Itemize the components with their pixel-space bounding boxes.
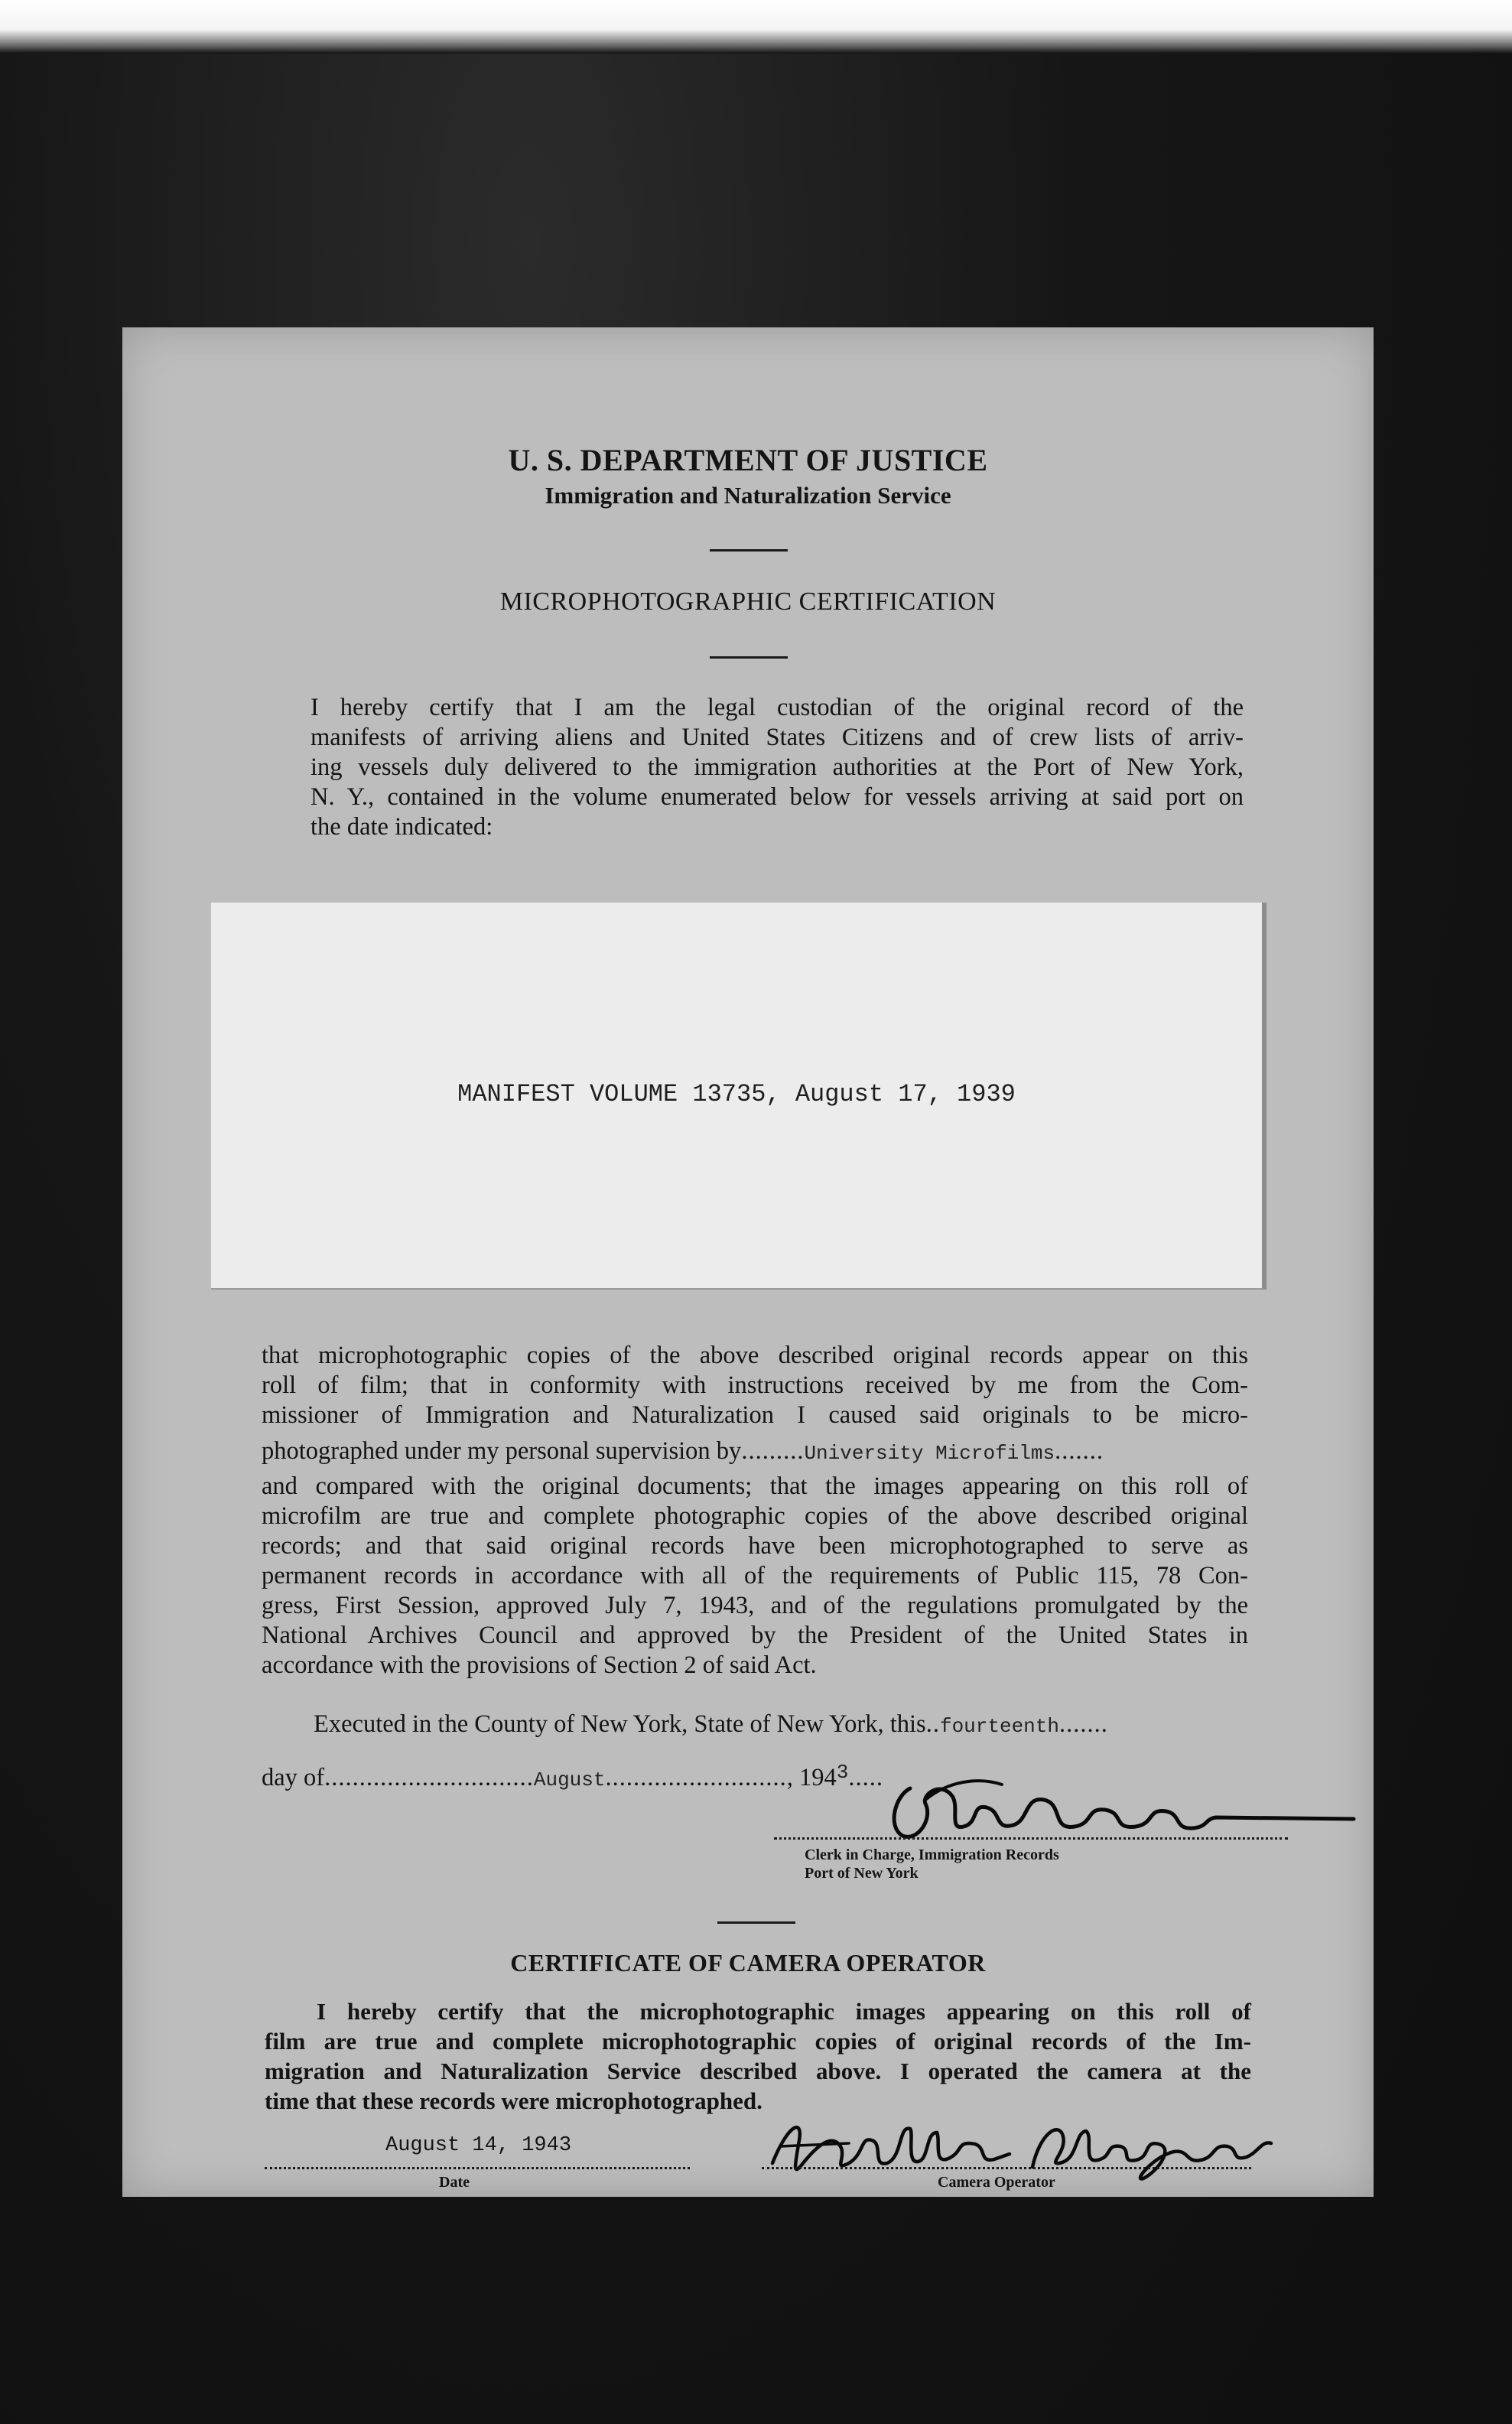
body-line: missioner of Immigration and Naturalization I caused said originals to be micro- <box>262 1401 1248 1429</box>
intro-line: ing vessels duly delivered to the immigration authorities at the Port of New York, <box>311 753 1244 781</box>
service-subheading: Immigration and Naturalization Service <box>545 482 951 509</box>
year-digit-value: 3 <box>836 1761 849 1784</box>
certification-title: MICROPHOTOGRAPHIC CERTIFICATION <box>499 587 997 616</box>
intro-line: I hereby certify that I am the legal custodian of the original record of the <box>311 694 1244 721</box>
divider-rule <box>710 656 788 659</box>
dot-leader: ....... <box>1055 1437 1104 1465</box>
clerk-title: Clerk in Charge, Immigration Records <box>805 1846 1059 1863</box>
dot-leader: ....... <box>1059 1710 1108 1738</box>
clerk-title-block <box>805 1846 1059 1882</box>
dot-leader: .......................... <box>605 1764 787 1791</box>
camera-line: time that these records were microphotographed. <box>265 2087 763 2114</box>
camera-date-value: August 14, 1943 <box>385 2134 572 2157</box>
dot-leader: ..... <box>848 1764 883 1791</box>
body-line: gress, First Session, approved July 7, 1943, and of the regulations promulgated by the <box>262 1592 1248 1619</box>
intro-paragraph <box>259 693 1244 842</box>
execution-month-value: August <box>533 1768 606 1791</box>
executed-prefix: Executed in the County of New York, State of New York, this <box>314 1710 926 1738</box>
camera-paragraph <box>265 1996 1251 2116</box>
camera-line: I hereby certify that the microphotographic images appearing on this roll of <box>317 1998 1251 2025</box>
intro-line: manifests of arriving aliens and United States Citizens and of crew lists of arriv- <box>311 724 1244 751</box>
body-line: that microphotographic copies of the above described original records appear on this <box>262 1342 1248 1369</box>
body-line: roll of film; that in conformity with instructions received by me from the Com- <box>262 1371 1248 1399</box>
camera-operator-line <box>762 2167 1251 2169</box>
date-label: Date <box>439 2174 470 2191</box>
body-line: and compared with the original documents; that the images appearing on this roll of <box>262 1472 1248 1500</box>
date-line <box>265 2167 690 2169</box>
camera-operator-label: Camera Operator <box>938 2174 1055 2191</box>
clerk-signature-line <box>774 1837 1288 1840</box>
volume-card <box>211 903 1267 1290</box>
execution-day-value: fourteenth <box>939 1715 1059 1738</box>
year-prefix: , 194 <box>786 1764 837 1791</box>
camera-line: migration and Naturalization Service described above. I operated the camera at the <box>265 2058 1251 2084</box>
dot-leader: .............................. <box>324 1764 534 1791</box>
clerk-location: Port of New York <box>805 1865 919 1882</box>
dot-leader: .. <box>925 1710 940 1738</box>
body-line: permanent records in accordance with all of the requirements of Public 115, 78 Con- <box>262 1562 1248 1589</box>
body-line: microfilm are true and complete photographic copies of the above described original <box>262 1502 1248 1530</box>
body-line: records; and that said original records have been microphotographed to serve as <box>262 1532 1248 1560</box>
certificate-page <box>122 327 1374 2197</box>
camera-line: film are true and complete microphotographic copies of original records of the Im- <box>265 2028 1251 2055</box>
body-line: accordance with the provisions of Section 2 of said Act. <box>262 1651 817 1679</box>
manifest-volume-text: MANIFEST VOLUME 13735, August 17, 1939 <box>457 1080 1016 1108</box>
day-of-line <box>262 1761 883 1792</box>
intro-line: N. Y., contained in the volume enumerated below for vessels arriving at said port on <box>311 783 1244 811</box>
body-line-prefix: photographed under my personal supervision by <box>262 1437 742 1465</box>
day-of-label: day of <box>262 1764 325 1791</box>
film-edge <box>0 0 1512 54</box>
body-paragraph <box>262 1341 1248 1681</box>
camera-certificate-title: CERTIFICATE OF CAMERA OPERATOR <box>510 1949 986 1977</box>
body-line-supervision <box>262 1430 1248 1472</box>
executed-line <box>314 1710 1108 1739</box>
department-heading: U. S. DEPARTMENT OF JUSTICE <box>508 443 988 477</box>
body-line: National Archives Council and approved by the President of the United States in <box>262 1622 1248 1649</box>
photographer-value: University Microfilms <box>804 1442 1055 1465</box>
divider-rule <box>717 1921 795 1924</box>
dot-leader: ......... <box>741 1437 805 1465</box>
intro-line: the date indicated: <box>311 813 493 841</box>
divider-rule <box>710 549 788 552</box>
